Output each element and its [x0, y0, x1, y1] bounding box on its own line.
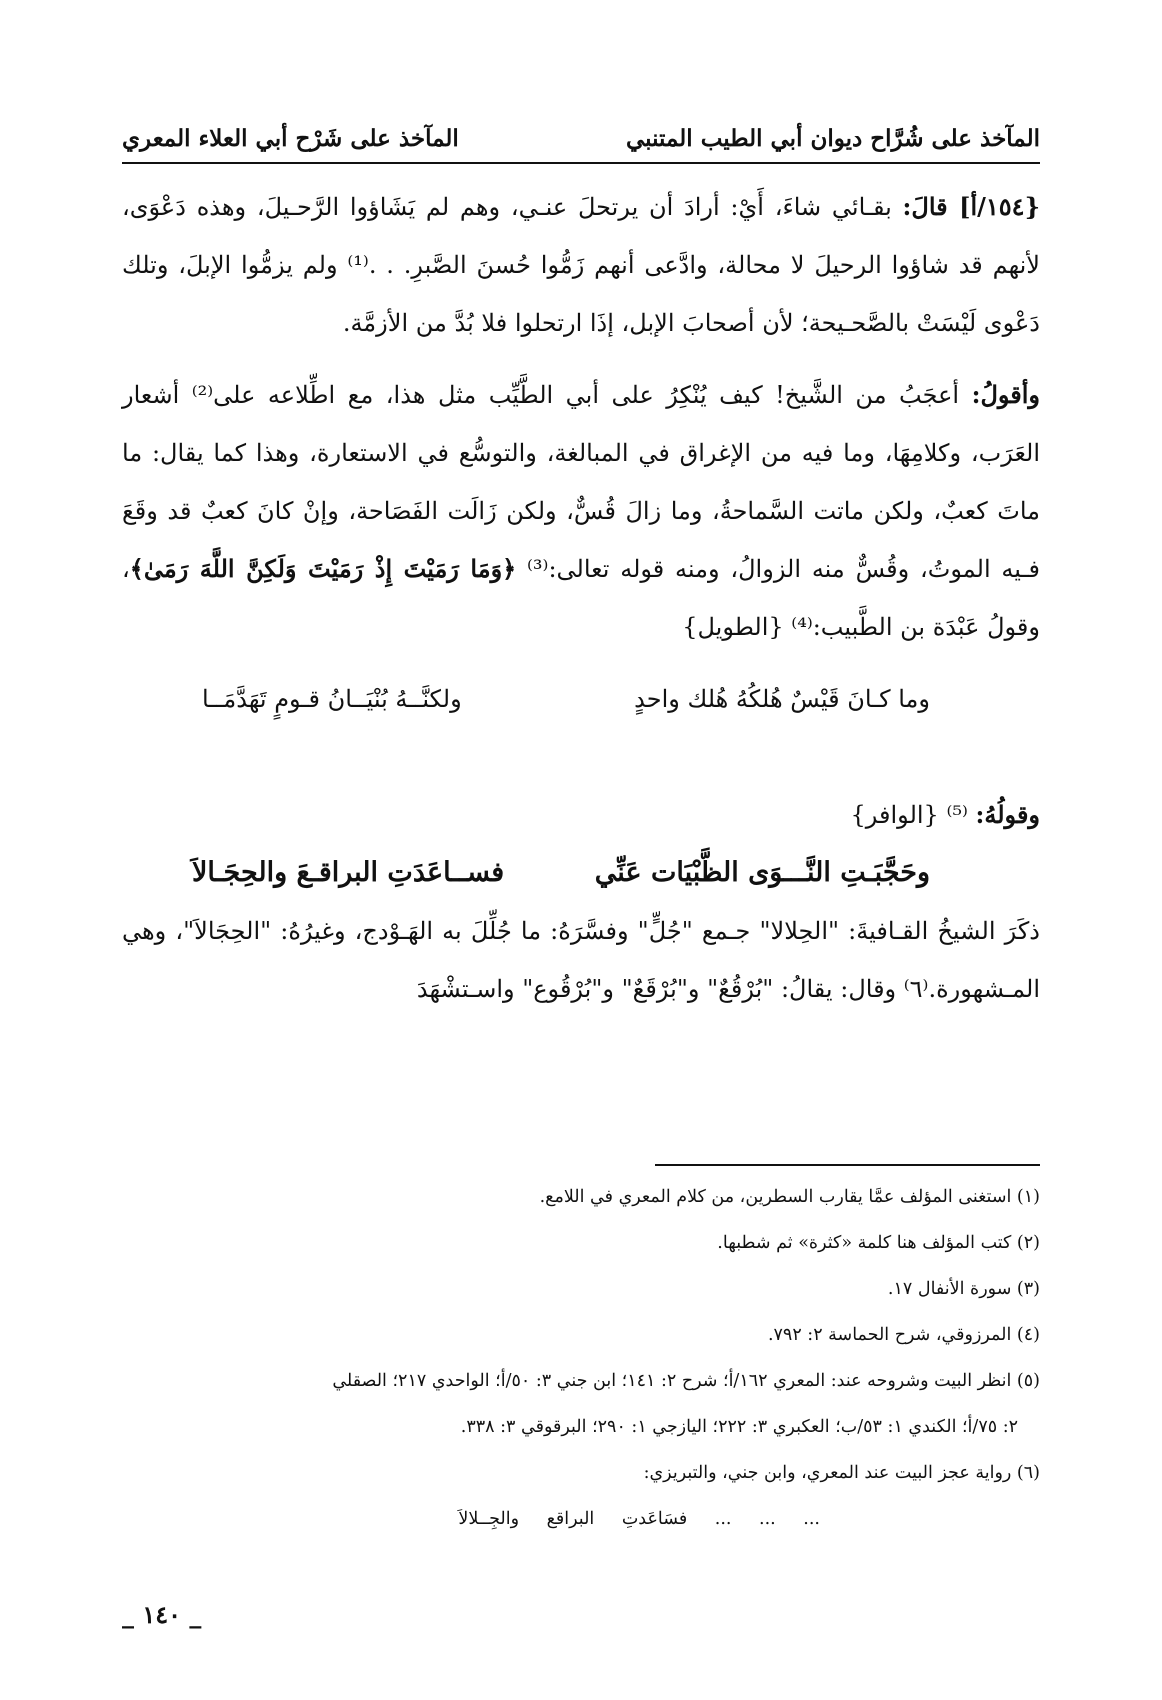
paragraph-2-text-b: ، وقولُ عَبْدَة بن الطَّبيب:⁽⁴⁾ {الطويل}	[122, 555, 1040, 641]
verse-2-first-hemistich: وحَجَّبَـتِ النَّـــوَى الظَّبْيَات عَنِّي	[594, 857, 930, 888]
verse-1-second-hemistich: ولكنَّــهُ بُنْيَــانُ قـومٍ تَهَدَّمَــا	[202, 685, 462, 713]
running-header	[122, 92, 1040, 164]
footnote-separator	[655, 1164, 1040, 1166]
header-section-title: المآخذ على شَرْح أبي العلاء المعري	[122, 125, 459, 152]
verse-1-first-hemistich: وما كـانَ قَيْسٌ هُلكُهُ هُلك واحدٍ	[634, 685, 930, 713]
footnote-6: (٦) رواية عجز البيت عند المعري، وابن جني، والتبريزي:	[643, 1463, 1040, 1483]
paragraph-2	[122, 366, 1040, 656]
page-number: _ ١٤٠ _	[122, 1600, 202, 1629]
footnote-5-continued: ٢: ٧٥/أ؛ الكندي ١: ٥٣/ب؛ العكبري ٣: ٢٢٢؛ اليازجي ١: ٢٩٠؛ البرقوقي ٣: ٣٣٨.	[460, 1417, 1018, 1437]
footnote-1: (١) استغنى المؤلف عمَّا يقارب السطرين، من كلام المعري في اللامع.	[539, 1187, 1040, 1207]
paragraph-3-lead: وقولُهُ:	[975, 800, 1040, 829]
main-text	[122, 178, 1040, 1032]
paragraph-1-text: بقـائي شاءَ، أَيْ: أرادَ أن يرتحلَ عنـي، وهم لم يَشَاؤوا الرَّحـيلَ، وهذه دَعْوَى، لأنهم قد شاؤوا الرحيلَ لا محالة، وادَّعى أنهم زَمُّوا حُسنَ الصَّبرِ. . .⁽¹⁾ ولم يزمُّوا الإبلَ، وتلك دَعْوى لَيْسَتْ بالصَّحـيحة؛ لأن أصحابَ الإبل، إذَا ارتحلوا فلا بُدَّ من الأزمَّة.	[122, 193, 1040, 337]
paragraph-1-lead: {١٥٤/أ] قالَ:	[902, 192, 1040, 221]
paragraph-4: ذكَرَ الشيخُ القـافيةَ: "الحِلالا" جـمع "جُلٍّ" وفسَّرَهُ: ما جُلِّلَ به الهَـوْدج، وغيرُهُ: "الحِجَالاَ"، وهي المـشهورة.⁽٦⁾ وقال: يقالُ: "بُرْقُعٌ" و"بُرْقَعٌ" و"بُرْقُوع" واسـتشْهَدَ	[122, 917, 1040, 1003]
paragraph-2-lead: وأقولُ:	[971, 380, 1041, 409]
paragraph-1	[122, 178, 1040, 352]
footnote-3: (٣) سورة الأنفال ١٧.	[887, 1279, 1040, 1299]
quran-quote: ﴿وَمَا رَمَيْتَ إِذْ رَمَيْتَ وَلَكِنَّ اللَّهَ رَمَىٰ﴾	[129, 554, 517, 583]
verse-2-second-hemistich: فســاعَدَتِ البراقـعَ والحِجَـالاَ	[192, 857, 505, 888]
spacer	[122, 728, 1040, 786]
footnotes	[122, 1174, 1040, 1542]
paragraph-3-text: ⁽⁵⁾ {الوافر}	[850, 801, 976, 829]
footnote-2: (٢) كتب المؤلف هنا كلمة «كثرة» ثم شطبها.	[717, 1233, 1040, 1253]
footnote-4: (٤) المرزوقي، شرح الحماسة ٢: ٧٩٢.	[767, 1325, 1040, 1345]
paragraph-3	[122, 786, 1040, 844]
verse-line-1	[122, 670, 1040, 728]
footnote-6-verse: ... ... ... فسَاعَدتِ البراقع والجِــلالاَ	[458, 1509, 820, 1529]
footnote-5: (٥) انظر البيت وشروحه عند: المعري ١٦٢/أ؛ شرح ٢: ١٤١؛ ابن جني ٣: ٥٠/أ؛ الواحدي ٢١٧؛ الصقلي	[332, 1371, 1040, 1391]
header-book-title: المآخذ على شُرَّاح ديوان أبي الطيب المتنبي	[626, 125, 1040, 152]
verse-line-2	[122, 844, 1040, 902]
paragraph-2-text-a: أعجَبُ من الشَّيخ! كيف يُنْكِرُ على أبي الطَّيِّب مثل هذا، مع اطِّلاعه على⁽²⁾ أشعار العَرَب، وكلامِهَا، وما فيه من الإغراق في المبالغة، والتوسُّع في الاستعارة، وهذا كما يقال: ما ماتَ كعبٌ، ولكن ماتت السَّماحةُ، وما زالَ قُسٌّ، ولكن زَالَت الفَصَاحة، وإنْ كانَ كعبٌ قد وقَعَ فـيه الموتُ، وقُسٌّ منه الزوالُ، ومنه قوله تعالى:⁽³⁾	[122, 381, 1041, 583]
